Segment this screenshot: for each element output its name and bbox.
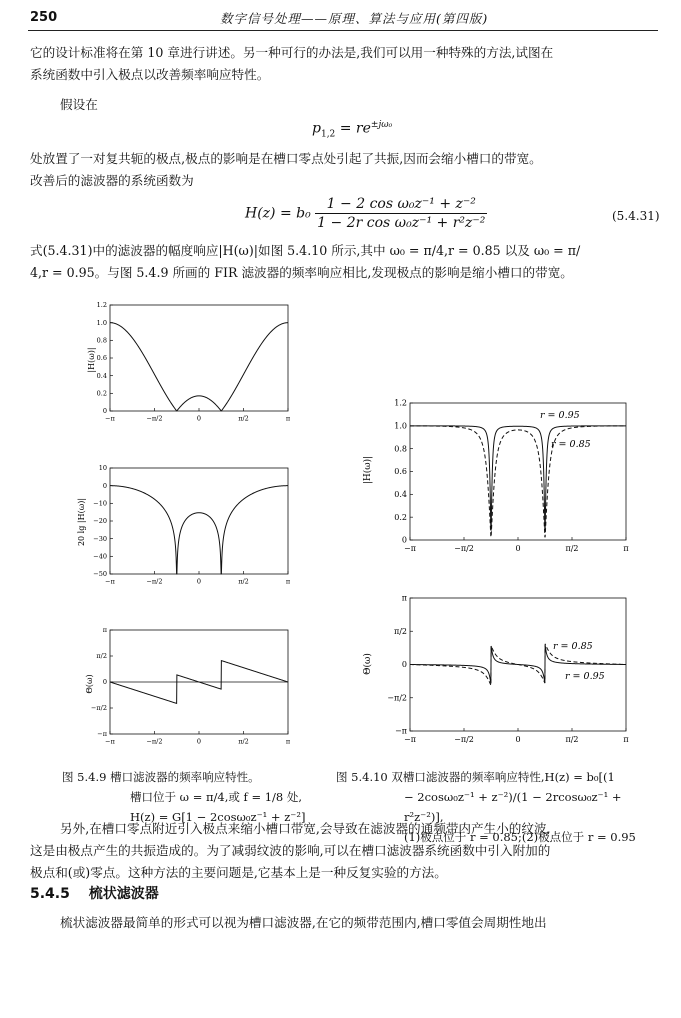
- section-number: 5.4.5: [30, 886, 70, 902]
- fig5410a-xtick-label: π/2: [565, 544, 579, 553]
- fig549a-ytick-label: 1.0: [96, 318, 107, 327]
- paragraph-3-line-2: 改善后的滤波器的系统函数为: [30, 173, 194, 188]
- section-heading: [30, 883, 159, 903]
- eq1-lhs: p: [312, 120, 321, 137]
- paragraph-6-line-1: 梳状滤波器最简单的形式可以视为槽口滤波器,在它的频带范围内,槽口零值会周期性地出: [60, 915, 547, 930]
- paragraph-1-line-1: 它的设计标准将在第 10 章进行讲述。另一种可行的办法是,我们可以用一种特殊的方法,试图在: [30, 45, 554, 60]
- eq2-denominator: 1 − 2r cos ω₀z⁻¹ + r²z⁻²: [317, 215, 486, 231]
- fig549b-ytick-label: −10: [93, 499, 107, 508]
- chart-5410a-ylabel: |H(ω)|: [363, 455, 373, 485]
- fig549a-ytick-label: 0.2: [96, 389, 107, 398]
- fig549b-ytick-label: 10: [98, 464, 107, 473]
- fig5410a-frame: [410, 403, 626, 540]
- fig5410a-ytick-label: 0.6: [394, 467, 407, 477]
- eq1-sup: ±jω₀: [370, 120, 393, 130]
- paragraph-5-line-1: 另外,在槽口零点附近引入极点来缩小槽口带宽,会导致在滤波器的通频带内产生小的纹波,: [60, 821, 551, 836]
- fig549a-ytick-label: 1.2: [96, 301, 107, 310]
- paragraph-6: [30, 912, 658, 934]
- fig549-caption-line-1: 图 5.4.9 槽口滤波器的频率响应特性。: [62, 770, 260, 784]
- fig549a-xtick-label: π: [285, 414, 291, 423]
- page-number: 250: [30, 10, 58, 25]
- fig549a-xtick-label: π/2: [238, 414, 249, 423]
- chart-549a: [87, 301, 291, 422]
- eq2-lhs: H(z) = b₀: [245, 205, 311, 222]
- fig549b-ytick-label: −40: [93, 552, 107, 561]
- fig549b-ytick-label: −20: [93, 517, 107, 526]
- fig549b-frame: [110, 468, 288, 574]
- running-title: 数字信号处理——原理、算法与应用(第四版): [220, 11, 489, 26]
- fig5410-caption-line-1: 图 5.4.10 双槽口滤波器的频率响应特性,H(z) = b₀[(1: [336, 770, 615, 784]
- fig549a-curve: [110, 323, 288, 411]
- fig549c-xtick-label: −π: [105, 737, 115, 746]
- fig5410b-xtick-label: π: [623, 735, 629, 744]
- paragraph-5-line-2: 这是由极点产生的共振造成的。为了减弱纹波的影响,可以在槽口滤波器系统函数中引入附加的: [30, 843, 551, 858]
- fig5410a-ytick-label: 0.4: [394, 490, 407, 499]
- fig5410b-xtick-label: −π: [404, 735, 416, 744]
- fig5410a-xtick-label: −π/2: [454, 544, 474, 553]
- chart-549c: [85, 626, 291, 745]
- section-title: 梳状滤波器: [88, 886, 159, 902]
- fig5410a-series-r085: [410, 426, 626, 537]
- paragraph-2: 假设在: [60, 97, 98, 112]
- fig5410a-ytick-label: 0.8: [394, 444, 407, 454]
- fig549a-ytick-label: 0: [102, 407, 107, 416]
- fig5410-caption-line-2: − 2cosω₀z⁻¹ + z⁻²)/(1 − 2rcosω₀z⁻¹ + r²z⁻²)],: [404, 790, 622, 824]
- fig5410b-ytick-label: π/2: [393, 626, 407, 636]
- equation-number: (5.4.31): [612, 209, 660, 223]
- fig549b-curve: [110, 486, 288, 574]
- fig5410a-xtick-label: 0: [515, 544, 521, 553]
- fig5410-caption-line-3: (1)极点位于 r = 0.85;(2)极点位于 r = 0.95: [404, 830, 636, 844]
- fig549-caption-line-3: H(z) = G[1 − 2cosω₀z⁻¹ + z⁻²]: [130, 810, 306, 824]
- fig549a-frame: [110, 305, 288, 411]
- chart-549b-ylabel: 20 lg |H(ω)|: [77, 497, 86, 547]
- fig5410b-xtick-label: −π/2: [454, 735, 474, 744]
- eq1-sub: 1,2: [320, 129, 336, 140]
- fig5410a-series-r095: [410, 426, 626, 530]
- fig549c-ytick-label: π/2: [96, 652, 107, 661]
- fig549c-xtick-label: π: [285, 737, 291, 746]
- fig5410b-xtick-label: 0: [515, 735, 521, 744]
- chart-549a-ylabel: |H(ω)|: [87, 347, 96, 373]
- label2-r085: r = 0.85: [553, 641, 593, 652]
- fig549c-ytick-label: 0: [102, 678, 107, 687]
- fig549b-ytick-label: −30: [93, 534, 107, 543]
- fig549b-xtick-label: −π/2: [146, 577, 163, 586]
- chart-5410a: [362, 399, 629, 553]
- label-r085: r = 0.85: [551, 439, 591, 450]
- fig5410a-ytick-label: 1.0: [394, 421, 407, 431]
- fig549b-ytick-label: 0: [102, 481, 107, 490]
- fig549b-xtick-label: −π: [105, 577, 115, 586]
- fig5410b-ytick-label: −π/2: [387, 693, 407, 703]
- fig549a-xtick-label: −π: [105, 414, 115, 423]
- fig549b-xtick-label: 0: [196, 577, 202, 586]
- fig5410b-ytick-label: −π: [395, 726, 407, 736]
- fig549c-xtick-label: π/2: [238, 737, 249, 746]
- paragraph-5-line-3: 极点和(或)零点。这种方法的主要问题是,它基本上是一种反复实验的方法。: [30, 865, 447, 880]
- fig549a-ytick-label: 0.8: [96, 336, 107, 345]
- chart-549b: [77, 464, 291, 585]
- fig5410b-ytick-label: π: [401, 593, 407, 603]
- fig549a-ytick-label: 0.6: [96, 354, 107, 363]
- fig549b-xtick-label: π: [285, 577, 291, 586]
- fig5410a-ytick-label: 0.2: [394, 512, 407, 522]
- fig549c-ytick-label: −π: [97, 730, 107, 739]
- fig549c-xtick-label: −π/2: [146, 737, 163, 746]
- fig5410b-ytick-label: 0: [401, 660, 407, 670]
- paragraph-5: [30, 818, 658, 884]
- chart-549c-ylabel: Θ(ω): [85, 674, 94, 694]
- label2-r095: r = 0.95: [565, 671, 605, 682]
- eq1-rhs: = re: [339, 120, 371, 137]
- fig549b-xtick-label: π/2: [238, 577, 249, 586]
- paragraph-3-line-1: 处放置了一对复共轭的极点,极点的影响是在槽口零点处引起了共振,因而会缩小槽口的带宽。: [30, 151, 542, 166]
- eq2-numerator: 1 − 2 cos ω₀z⁻¹ + z⁻²: [315, 196, 487, 214]
- fig5410a-xtick-label: −π: [404, 544, 416, 553]
- fig549a-xtick-label: −π/2: [146, 414, 163, 423]
- paragraph-4-line-1: 式(5.4.31)中的滤波器的幅度响应|H(ω)|如图 5.4.10 所示,其中 ω₀ = π/4,r = 0.85 以及 ω₀ = π/: [30, 243, 581, 258]
- label-r095: r = 0.95: [540, 410, 580, 421]
- fig549c-ytick-label: π: [102, 626, 107, 635]
- fig549c-ytick-label: −π/2: [90, 704, 107, 713]
- fig5410a-xtick-label: π: [623, 544, 629, 553]
- fig549-caption-line-2: 槽口位于 ω = π/4,或 f = 1/8 处,: [130, 790, 303, 804]
- chart-5410b: [362, 594, 629, 744]
- paragraph-4-line-2: 4,r = 0.95。与图 5.4.9 所画的 FIR 滤波器的频率响应相比,发现极点的影响是缩小槽口的带宽。: [30, 265, 573, 280]
- paragraph-1-line-2: 系统函数中引入极点以改善频率响应特性。: [30, 67, 270, 82]
- fig5410a-ytick-label: 1.2: [394, 398, 407, 408]
- fig549c-xtick-label: 0: [196, 737, 202, 746]
- chart-5410b-ylabel: Θ(ω): [363, 653, 373, 675]
- fig549a-ytick-label: 0.4: [96, 371, 107, 380]
- fig549a-xtick-label: 0: [196, 414, 202, 423]
- fig5410a-ytick-label: 0: [401, 535, 407, 545]
- fig549b-ytick-label: −50: [93, 570, 107, 579]
- fig5410b-xtick-label: π/2: [565, 735, 579, 744]
